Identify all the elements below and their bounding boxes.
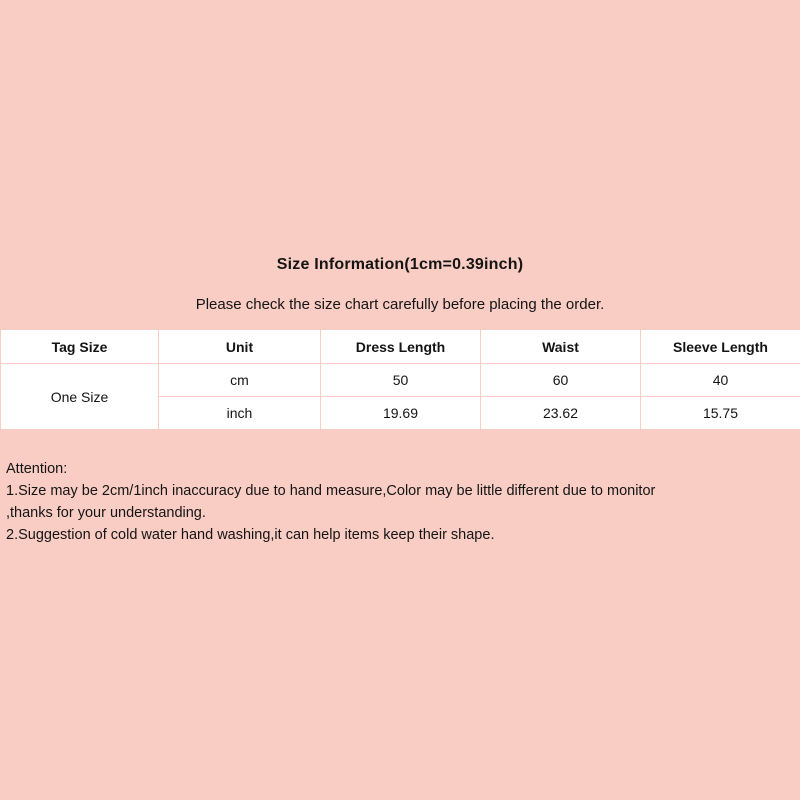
cell-dress-length-inch: 19.69 <box>321 397 481 430</box>
attention-note <box>0 430 800 546</box>
panel-subtitle: Please check the size chart carefully before placing the order. <box>195 296 605 313</box>
column-header-unit: Unit <box>159 330 321 364</box>
cell-dress-length-cm: 50 <box>321 364 481 397</box>
column-header-waist: Waist <box>481 330 641 364</box>
cell-waist-cm: 60 <box>481 364 641 397</box>
page-title: Size Information(1cm=0.39inch) <box>276 256 524 273</box>
table-row <box>1 364 800 397</box>
panel-header <box>0 208 800 313</box>
attention-line-2: ,thanks for your understanding. <box>6 505 206 521</box>
attention-line-3: 2.Suggestion of cold water hand washing,it can help items keep their shape. <box>6 527 495 543</box>
column-header-tag-size: Tag Size <box>1 330 159 364</box>
cell-sleeve-length-cm: 40 <box>641 364 800 397</box>
attention-line-1: 1.Size may be 2cm/1inch inaccuracy due to hand measure,Color may be little different due to monitor <box>6 483 656 499</box>
size-table <box>0 329 800 430</box>
panel-bottom-spacer <box>0 546 800 568</box>
cell-unit-inch: inch <box>159 397 321 430</box>
cell-waist-inch: 23.62 <box>481 397 641 430</box>
attention-heading: Attention: <box>6 461 68 477</box>
cell-sleeve-length-inch: 15.75 <box>641 397 800 430</box>
table-header-row <box>1 330 800 364</box>
tag-size-value: One Size <box>1 364 159 430</box>
cell-unit-cm: cm <box>159 364 321 397</box>
size-information-panel <box>0 208 800 568</box>
column-header-dress-length: Dress Length <box>321 330 481 364</box>
column-header-sleeve-length: Sleeve Length <box>641 330 800 364</box>
